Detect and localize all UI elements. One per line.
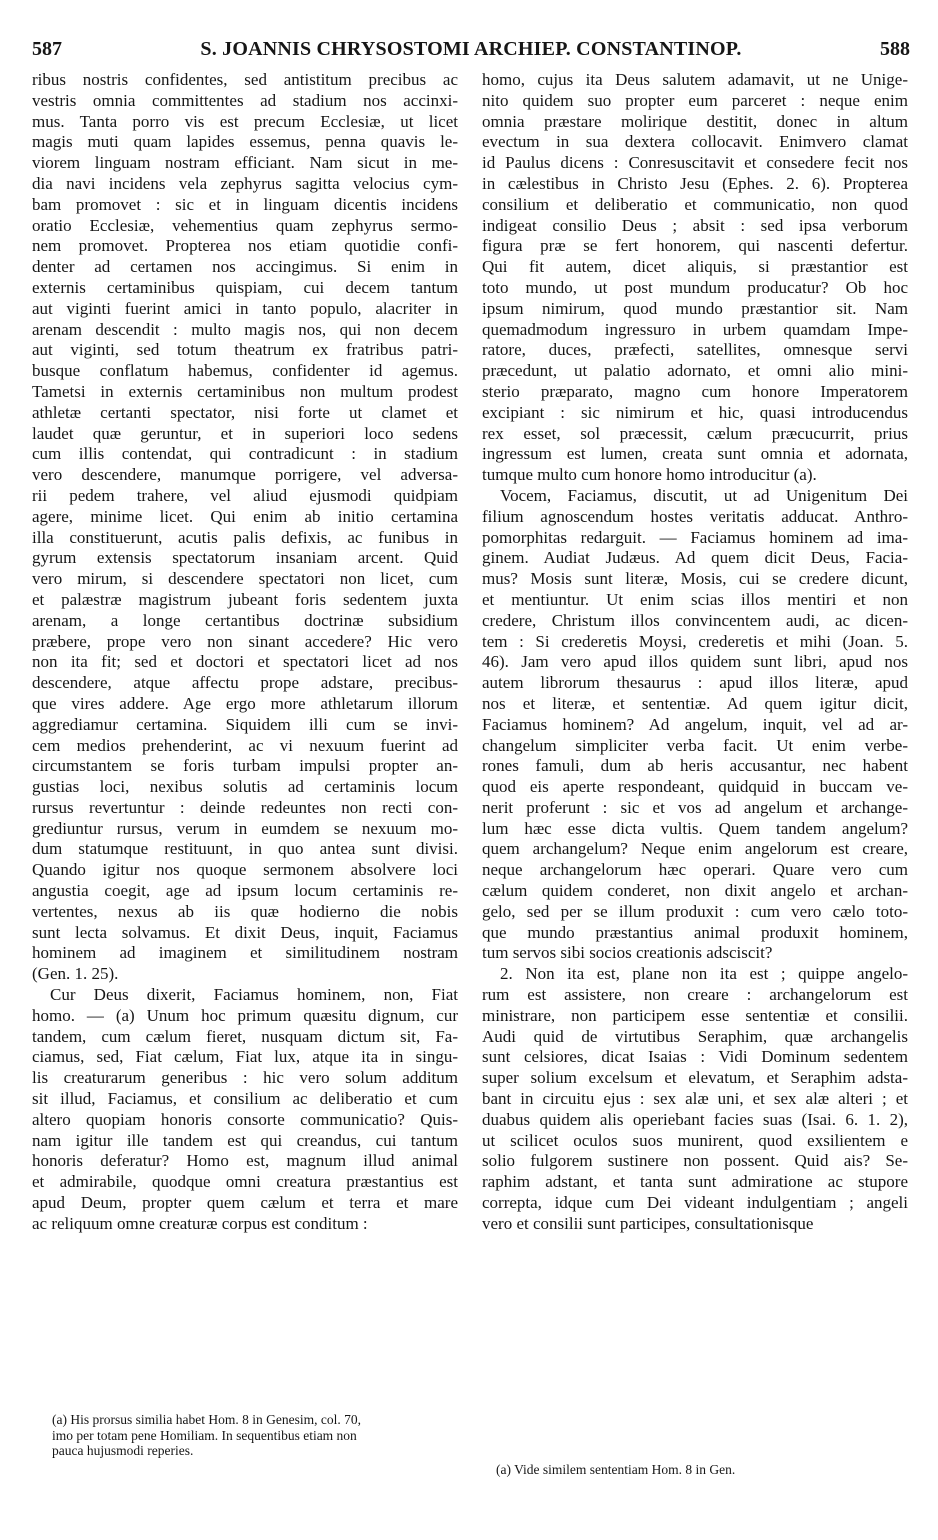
text-line: 2. Non ita est, plane non ita est ; quippe angelo- [500, 964, 908, 984]
text-line: consilium et deliberatio et communicatio, non quod [482, 194, 908, 214]
text-line: oratio Ecclesiæ, vehementius quam zephyrus sermo- [32, 215, 458, 235]
text-line: angustia coegit, age ad ipsum locum certaminis re- [32, 881, 458, 901]
text-line: vero mirum, si descendere spectatori non licet, cum [32, 569, 458, 589]
text-line: externis certaminibus quispiam, cui decem tantum [32, 277, 458, 297]
text-line: pomorphitas redarguit. — Faciamus hominem ad ima- [482, 527, 908, 547]
text-line: Vocem, Faciamus, discutit, ut ad Unigenitum Dei [500, 485, 908, 505]
page-number-left: 587 [32, 38, 62, 60]
text-line: autem librorum thesaurus : apud illos literæ, apud [482, 673, 908, 693]
text-line: quem archangelum? Neque enim angelorum est creare, [482, 839, 908, 859]
text-line: tandem, cum cælum fieret, nusquam dictum sit, Fa- [32, 1026, 458, 1046]
text-line: Qui fit autem, dicet aliquis, si præstantior est [482, 257, 908, 277]
text-line: changelum simpliciter verba facit. Ut enim verbe- [482, 735, 908, 755]
text-line: arenam, a longe certantibus doctrinæ subsidium [32, 610, 458, 630]
text-line: lum hæc esse dicta vultis. Quem tandem angelum? [482, 818, 908, 838]
text-line: descendere, atque affectu prope adstare, precibus- [32, 673, 458, 693]
text-line: cem medios prehenderint, ac vi nexuum fuerint ad [32, 735, 458, 755]
page-number-right: 588 [880, 38, 910, 60]
text-line: aut viginti fuerint amici in tanto populo, alacriter in [32, 298, 458, 318]
text-line: præcedunt, ut palatio adornato, et omni alio mini- [482, 361, 908, 381]
text-line: solio fulgorem sustinere non possent. Quid ais? Se- [482, 1151, 908, 1171]
text-line: mus. Tanta porro vis est precum Ecclesiæ, ut licet [32, 111, 458, 131]
text-line: non ita fit; sed et doctori et spectatori licet ad nos [32, 652, 458, 672]
text-line: circumstantem se foris turbam impulsi propter an- [32, 756, 458, 776]
text-line: correpta, idque cum Dei videant indulgentiam ; angeli [482, 1193, 908, 1213]
text-line: rex esset, sol præcessit, cælum præcucurrit, prius [482, 423, 908, 443]
text-line: vero et consilii sunt participes, consultationisque [482, 1213, 814, 1233]
text-line: homo, cujus ita Deus salutem adamavit, ut ne Unige- [482, 70, 908, 89]
text-line: quod eis aperte respondeant, quidquid in buccam ve- [482, 777, 908, 797]
text-line: bam promovet : sic et in linguam dicentis incidens [32, 194, 458, 214]
text-line: tum servos sibi socios creationis adsciscit? [482, 943, 773, 963]
text-line: dum statumque restituunt, in quo antea sunt divisi. [32, 839, 458, 859]
page-header [32, 38, 910, 66]
text-line: nem promovet. Propterea nos etiam quotidie confi- [32, 236, 458, 256]
text-line: bant in circuitu ejus : sex alæ uni, et sex alæ alteri ; et [482, 1089, 908, 1109]
text-line: altero quopiam honoris consorte communicatio? Quis- [32, 1109, 458, 1129]
text-line: nito quidem suo propter eum parceret : neque enim [482, 90, 908, 110]
text-line: cælum quidem conderet, non dixit angelo et archan- [482, 881, 908, 901]
text-line: nam igitur ille tandem est qui creandus, cui tantum [32, 1130, 458, 1150]
right-column [482, 70, 908, 1235]
text-line: duabus quidem alis operiebant facies suas (Isai. 6. 1. 2), [482, 1109, 908, 1129]
text-line: agere, minime licet. Qui enim ab initio certamina [32, 506, 458, 526]
text-line: tumque multo cum honore homo introducitur (a). [482, 465, 817, 485]
text-line: nerit proferunt : sic et vos ad angelum et archange- [482, 797, 908, 817]
footnote-right [496, 1462, 912, 1478]
text-line: denter ad certamen nos accingimus. Si enim in [32, 257, 458, 277]
text-line: aut viginti, sed totum theatrum ex fratribus patri- [32, 340, 458, 360]
text-line: vestris omnia committentes ad stadium nos accinxi- [32, 90, 458, 110]
left-column [32, 70, 458, 1235]
text-line: Audi quid de virtutibus Seraphim, quæ archangelis [482, 1026, 908, 1046]
text-line: rum est assistere, non creare : archangelorum est [482, 985, 908, 1005]
text-line: dia navi incidens vela zephyrus sagitta velocius cym- [32, 173, 458, 193]
text-line: sit illud, Faciamus, et consilium ac deliberatio et cum [32, 1089, 458, 1109]
text-line: gelo, sed per se illum produxit : cum vero cælo toto- [482, 901, 908, 921]
text-line: ratore, duces, præfecti, satellites, omnesque servi [482, 340, 908, 360]
text-line: honoris deferatur? Homo est, magnum illud animal [32, 1151, 458, 1171]
text-line: ut scilicet oculos suos munirent, quod exsilientem e [482, 1130, 908, 1150]
text-line: cum illis contendat, qui contradicunt : in stadium [32, 444, 458, 464]
text-line: vero descendere, manumque porrigere, vel adversa- [32, 465, 458, 485]
text-line: neque archangelorum hæc operari. Quare vero cum [482, 860, 908, 880]
footnote-left [52, 1412, 468, 1459]
text-line: ingressum est lumen, creata sunt omnia et adornata, [482, 444, 908, 464]
text-line: evectum in sua dextera collocavit. Enimvero clamat [482, 132, 908, 152]
text-line: toto mundo, ut post mundum producatur? Ob hoc [482, 277, 908, 297]
text-line: grediuntur rursus, verum in eumdem se nexuum mo- [32, 818, 458, 838]
text-line: laudet quæ geruntur, et in superiori loco sedens [32, 423, 458, 443]
text-line: ribus nostris confidentes, sed antistitum precibus ac [32, 70, 458, 89]
text-line: lis creaturarum generibus : hic vero solum additum [32, 1068, 458, 1088]
text-line: apud Deum, propter quem cælum et terra et mare [32, 1193, 458, 1213]
footnote-line: pauca hujusmodi reperies. [52, 1443, 194, 1458]
text-line: tem : Si crederetis Moysi, crederetis et mihi (Joan. 5. [482, 631, 908, 651]
text-line: que vires addere. Age ergo more athletarum illorum [32, 693, 458, 713]
text-line: rii pedem trahere, vel aliud ejusmodi quidpiam [32, 485, 458, 505]
text-line: et palæstræ magistrum jubeant foris sedentem juxta [32, 589, 458, 609]
text-line: et mentiuntur. Ut enim scias illos mentiri et non [482, 589, 908, 609]
text-line: athletæ certanti spectator, nisi forte ut clamet et [32, 402, 458, 422]
text-line: gyrum extensis spectatorum insaniam arcent. Quid [32, 548, 458, 568]
footnote-line: (a) His prorsus similia habet Hom. 8 in Genesim, col. 70, [52, 1412, 361, 1427]
footnote-line: (a) Vide similem sententiam Hom. 8 in Gen. [496, 1462, 736, 1477]
text-line: rones famuli, dum ab heris accusantur, nec habent [482, 756, 908, 776]
text-line: homo. — (a) Unum hoc primum quæsitu dignum, cur [32, 1005, 458, 1025]
text-line: illa constituerunt, acutis palis defixis, ac funibus in [32, 527, 458, 547]
text-line: viorem linguam nostram efficiant. Nam sicut in me- [32, 153, 458, 173]
text-line: busque conflatum habemus, confidenter id agemus. [32, 361, 458, 381]
text-line: nos et literæ, et sententiæ. Ad quem igitur dicit, [482, 693, 908, 713]
text-line: que mundo præstantius animal produxit hominem, [482, 922, 908, 942]
text-line: super solium excelsum et elevatum, et Seraphim adsta- [482, 1068, 908, 1088]
running-title: S. JOANNIS CHRYSOSTOMI ARCHIEP. CONSTANTINOP. [200, 38, 742, 60]
text-line: ipsum nimirum, quod mundo præstantior sit. Nam [482, 298, 908, 318]
text-line: Cur Deus dixerit, Faciamus hominem, non, Fiat [50, 985, 458, 1005]
text-line: hominem ad imaginem et similitudinem nostram [32, 943, 458, 963]
text-line: excipiant : sic nimirum et hic, quasi introducendus [482, 402, 908, 422]
text-line: filium agnoscendum hostes veritatis adducat. Anthro- [482, 506, 908, 526]
text-line: ac reliquum omne creaturæ corpus est conditum : [32, 1213, 368, 1233]
text-line: magis muti quam lapides essemus, penna quavis le- [32, 132, 458, 152]
text-line: Quando igitur nos quoque sermonem absolvere loci [32, 860, 458, 880]
text-line: (Gen. 1. 25). [32, 964, 119, 984]
text-line: præbere, prope vero non sinant accedere? Hic vero [32, 631, 458, 651]
text-line: indigeat consilio Deus ; absit : sed ipsa verborum [482, 215, 908, 235]
text-line: quemadmodum ingressuro in urbem quamdam Impe- [482, 319, 908, 339]
text-line: sunt celsiores, dicat Isaias : Vidi Dominum sedentem [482, 1047, 908, 1067]
text-line: arenam descendit : multo magis nos, qui non decem [32, 319, 458, 339]
text-line: figura præ se fert honorem, qui nascenti defertur. [482, 236, 908, 256]
text-line: credere, Christum illos convincentem audi, ac dicen- [482, 610, 908, 630]
text-line: mus? Mosis sunt literæ, Mosis, cui se credere dicunt, [482, 569, 908, 589]
footnote-line: imo per totam pene Homiliam. In sequentibus etiam non [52, 1427, 357, 1443]
text-line: ginem. Audiat Judæus. Ad quem dicit Deus, Facia- [482, 548, 908, 568]
text-line: rursus revertuntur : deinde redeuntes non recti con- [32, 797, 458, 817]
text-line: gustias loci, nexibus solutis ad certaminis locum [32, 777, 458, 797]
text-line: Tametsi in externis certaminibus non multum prodest [32, 381, 458, 401]
text-line: omnia præstare molirique destitit, donec in altum [482, 111, 908, 131]
text-line: sunt lecta solvamus. Et dixit Deus, inquit, Faciamus [32, 922, 458, 942]
text-line: sterio præparato, magno cum honore Imperatorem [482, 381, 908, 401]
text-line: ciamus, sed, Fiat cælum, Fiat lux, atque ita in singu- [32, 1047, 458, 1067]
text-line: et admirabile, quodque omni creatura præstantius est [32, 1172, 458, 1192]
text-line: Faciamus hominem? Ad angelum, inquit, vel ad ar- [482, 714, 908, 734]
text-line: in cælestibus in Christo Jesu (Ephes. 2. 6). Propterea [482, 173, 908, 193]
text-line: 46). Jam vero apud illos quidem sunt libri, apud nos [482, 652, 908, 672]
text-line: raphim adstant, et tanta sunt admiratione ac stupore [482, 1172, 908, 1192]
text-line: aggrediamur certamina. Siquidem illi cum se invi- [32, 714, 458, 734]
text-line: vertentes, nexus ab iis quæ hodierno die nobis [32, 901, 458, 921]
text-line: ministrare, non participem esse sententiæ et consilii. [482, 1005, 908, 1025]
text-line: id Paulus dicens : Conresuscitavit et consedere fecit nos [482, 153, 908, 173]
